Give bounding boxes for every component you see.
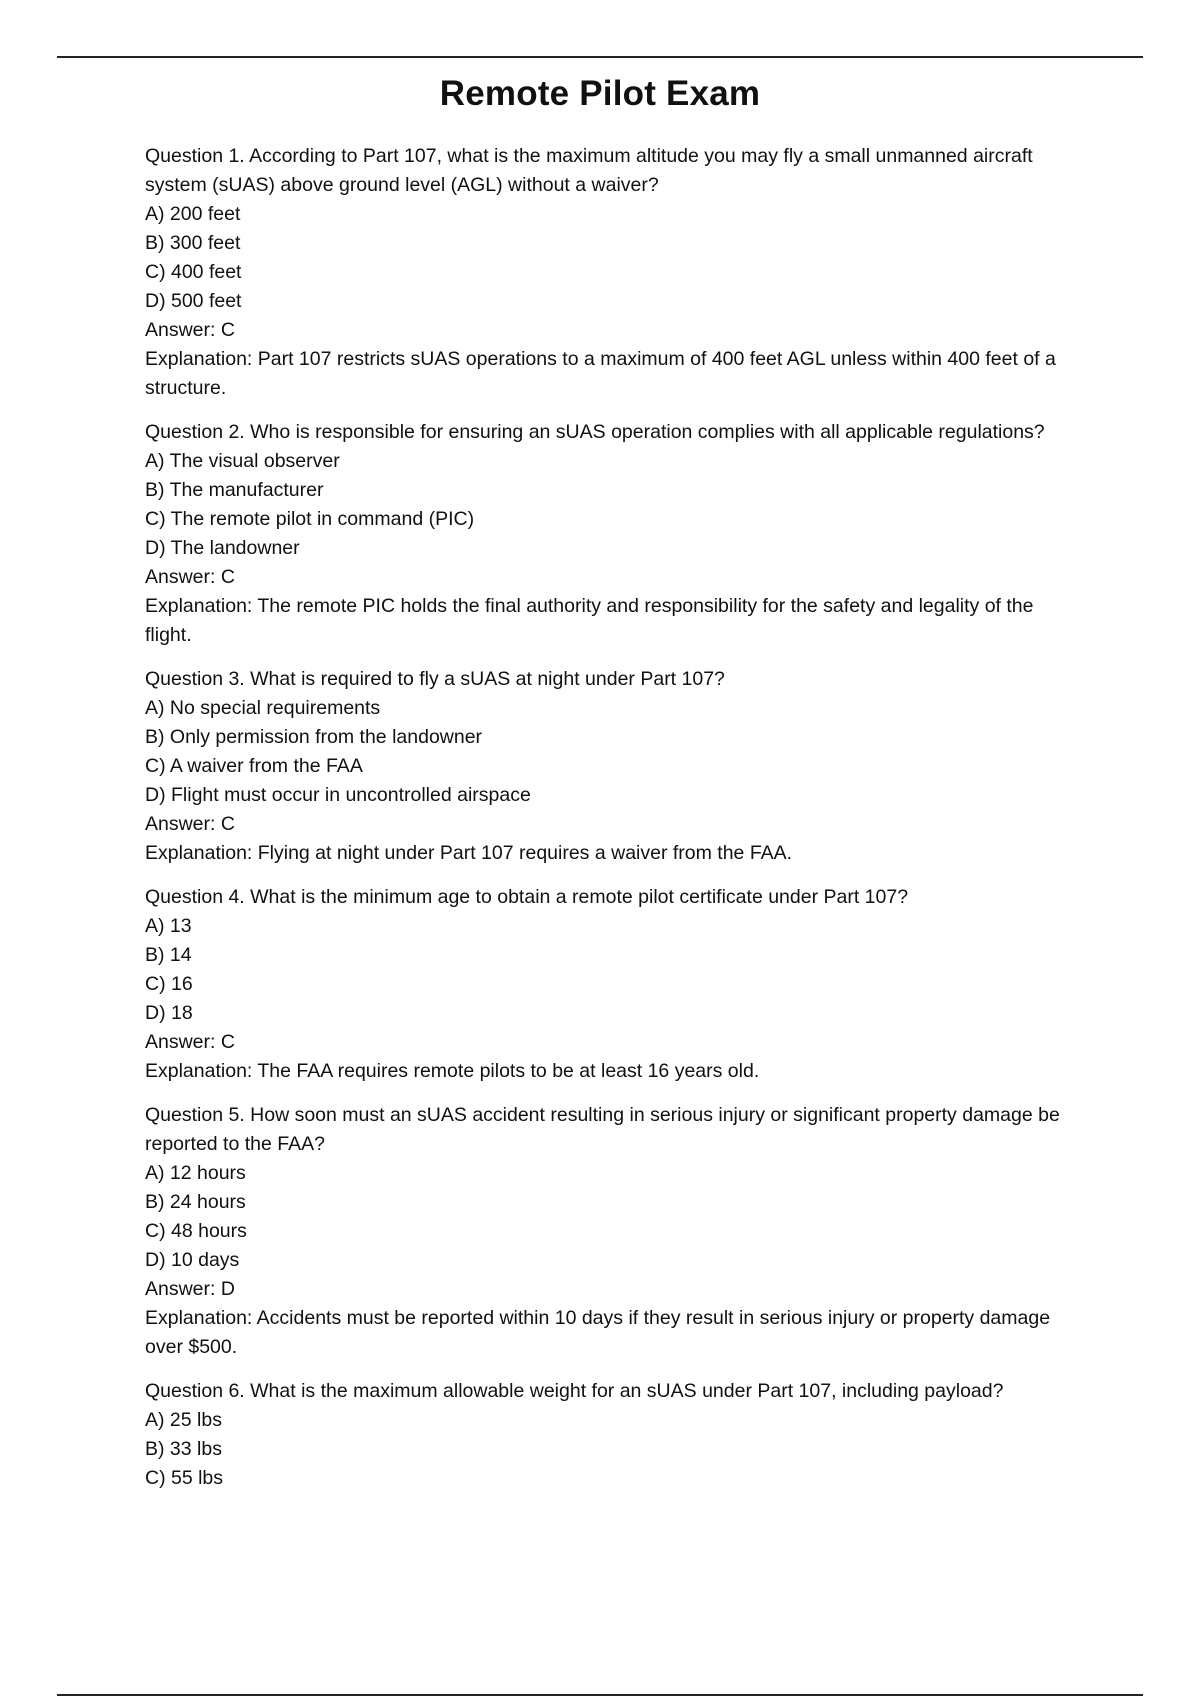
page-title: Remote Pilot Exam	[439, 74, 761, 113]
answer-line: Answer: C	[145, 566, 235, 588]
answer-line: Answer: C	[145, 1031, 235, 1053]
option-b: B) 300 feet	[145, 232, 241, 254]
top-rule	[57, 56, 1143, 58]
option-d: D) Flight must occur in uncontrolled airspace	[145, 784, 531, 806]
option-b: B) 14	[145, 944, 192, 966]
option-b: B) Only permission from the landowner	[145, 726, 483, 748]
question-2	[145, 418, 1065, 650]
option-c: C) A waiver from the FAA	[145, 755, 363, 777]
option-b: B) 24 hours	[145, 1191, 246, 1213]
explanation-line: Explanation: Part 107 restricts sUAS operations to a maximum of 400 feet AGL unless within 400 feet of a structure.	[145, 348, 1056, 399]
question-text: Question 5. How soon must an sUAS accident resulting in serious injury or significant property damage be reported to the FAA?	[145, 1104, 1060, 1155]
answer-line: Answer: C	[145, 813, 235, 835]
answer-line: Answer: C	[145, 319, 235, 341]
option-a: A) 12 hours	[145, 1162, 246, 1184]
option-d: D) 500 feet	[145, 290, 242, 312]
option-c: C) The remote pilot in command (PIC)	[145, 508, 475, 530]
explanation-line: Explanation: The remote PIC holds the final authority and responsibility for the safety and legality of the flight.	[145, 595, 1034, 646]
option-a: A) 13	[145, 915, 192, 937]
option-c: C) 16	[145, 973, 193, 995]
explanation-line: Explanation: The FAA requires remote pilots to be at least 16 years old.	[145, 1060, 760, 1082]
explanation-line: Explanation: Flying at night under Part 107 requires a waiver from the FAA.	[145, 842, 793, 864]
option-d: D) 18	[145, 1002, 193, 1024]
option-d: D) The landowner	[145, 537, 300, 559]
answer-line: Answer: D	[145, 1278, 235, 1300]
option-a: A) 200 feet	[145, 203, 241, 225]
question-text: Question 3. What is required to fly a sUAS at night under Part 107?	[145, 668, 725, 690]
option-b: B) 33 lbs	[145, 1438, 222, 1460]
question-1	[145, 142, 1065, 403]
question-text: Question 2. Who is responsible for ensuring an sUAS operation complies with all applicable regulations?	[145, 421, 1045, 443]
question-3	[145, 665, 1065, 868]
option-a: A) The visual observer	[145, 450, 340, 472]
option-c: C) 400 feet	[145, 261, 242, 283]
option-c: C) 48 hours	[145, 1220, 247, 1242]
option-d: D) 10 days	[145, 1249, 240, 1271]
question-list	[145, 142, 1065, 1508]
question-text: Question 6. What is the maximum allowable weight for an sUAS under Part 107, including payload?	[145, 1380, 1004, 1402]
question-text: Question 1. According to Part 107, what is the maximum altitude you may fly a small unmanned aircraft system (sUAS) above ground level (AGL) without a waiver?	[145, 145, 1033, 196]
option-a: A) 25 lbs	[145, 1409, 222, 1431]
option-b: B) The manufacturer	[145, 479, 324, 501]
bottom-rule	[57, 1694, 1143, 1696]
question-4	[145, 883, 1065, 1086]
question-5	[145, 1101, 1065, 1362]
option-c: C) 55 lbs	[145, 1467, 224, 1489]
explanation-line: Explanation: Accidents must be reported within 10 days if they result in serious injury or property damage over $500.	[145, 1307, 1051, 1358]
option-a: A) No special requirements	[145, 697, 381, 719]
question-text: Question 4. What is the minimum age to obtain a remote pilot certificate under Part 107?	[145, 886, 909, 908]
question-6	[145, 1377, 1065, 1493]
